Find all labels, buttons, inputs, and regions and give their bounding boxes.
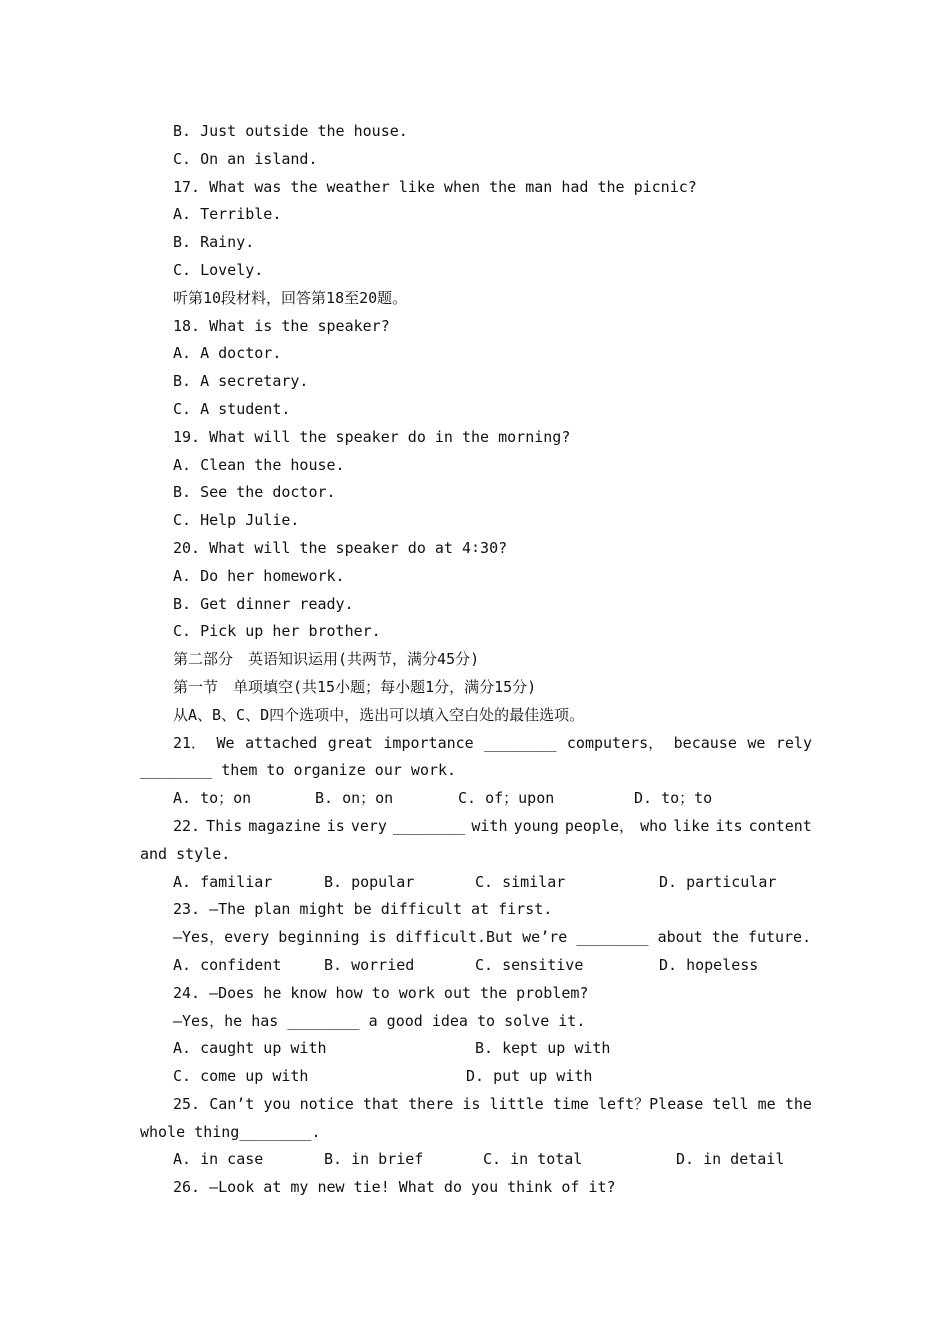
option-line: A. Clean the house. — [173, 455, 345, 474]
option-line: B. Just outside the house. — [173, 122, 408, 140]
word: you — [263, 1094, 291, 1113]
word: 25. — [173, 1094, 201, 1113]
word: little — [489, 1094, 544, 1113]
word: very — [350, 816, 387, 835]
question-22-options — [140, 869, 812, 897]
question-20: 20. What will the speaker do at 4∶30? — [173, 538, 508, 557]
word: like — [673, 816, 710, 835]
question-25-line-2: whole thing________. — [140, 1122, 321, 1141]
question-19: 19. What will the speaker do in the morning? — [173, 427, 571, 446]
option-line: A. Terrible. — [173, 205, 282, 224]
word: great — [327, 733, 373, 752]
option-d: D. in detail — [676, 1150, 785, 1169]
option-line: A. Do her homework. — [173, 566, 345, 585]
word: who — [640, 816, 668, 835]
option-d: D. particular — [659, 872, 777, 891]
word: with — [471, 816, 508, 835]
word: people， — [564, 816, 634, 835]
word: the — [784, 1094, 812, 1113]
word: young — [513, 816, 559, 835]
word: is — [462, 1094, 481, 1113]
option-b: B. popular — [324, 872, 415, 891]
option-a: A. caught up with — [173, 1039, 327, 1058]
option-d: D. hopeless — [659, 955, 759, 974]
word: importance — [383, 733, 474, 752]
option-line: C. Pick up her brother. — [173, 622, 381, 641]
word: magazine — [248, 816, 321, 835]
word: content — [748, 816, 812, 835]
word: me — [757, 1094, 776, 1113]
part-heading: 第二部分 英语知识运用(共两节，满分45分) — [173, 650, 480, 669]
question-24-line-1: 24. —Does he know how to work out the problem? — [173, 983, 589, 1002]
question-21-line-1 — [140, 730, 812, 758]
option-line: C. Help Julie. — [173, 511, 300, 530]
word: attached — [245, 733, 318, 752]
page-content — [140, 118, 812, 1202]
word: We — [216, 733, 235, 752]
word: Can’t — [209, 1094, 255, 1113]
option-line: A. A doctor. — [173, 344, 282, 363]
word: left？Please — [598, 1094, 704, 1113]
option-a: A. to；on — [173, 789, 252, 808]
word: rely — [775, 733, 812, 752]
option-a: A. familiar — [173, 872, 273, 891]
option-c: C. of；upon — [458, 789, 555, 808]
word: computers， — [566, 733, 664, 752]
option-d: D. put up with — [466, 1067, 593, 1086]
option-a: A. confident — [173, 955, 282, 974]
option-line: B. A secretary. — [173, 372, 309, 391]
section-instruction: 从A、B、C、D四个选项中，选出可以填入空白处的最佳选项。 — [173, 705, 585, 724]
question-24-options-row-1 — [140, 1035, 812, 1063]
option-a: A. in case — [173, 1150, 264, 1169]
question-25-line-1 — [140, 1091, 812, 1119]
option-line: B. See the doctor. — [173, 483, 336, 502]
option-line: B. Get dinner ready. — [173, 594, 354, 613]
word: time — [552, 1094, 589, 1113]
option-b: B. in brief — [324, 1150, 424, 1169]
question-23-options — [140, 952, 812, 980]
option-line: C. A student. — [173, 399, 291, 418]
section-heading: 第一节 单项填空(共15小题；每小题1分，满分15分) — [173, 677, 537, 696]
option-c: C. in total — [483, 1150, 583, 1169]
option-line: C. Lovely. — [173, 260, 264, 279]
option-c: C. similar — [475, 872, 566, 891]
question-24-options-row-2 — [140, 1063, 812, 1091]
blank: ________ — [393, 816, 466, 835]
word: 21． — [173, 733, 207, 752]
question-21-options — [140, 785, 812, 813]
word: we — [747, 733, 766, 752]
word: because — [673, 733, 737, 752]
word: that — [362, 1094, 400, 1113]
question-24-line-2: —Yes，he has ________ a good idea to solve it. — [173, 1011, 586, 1030]
question-22-line-2: and style. — [140, 844, 231, 863]
option-line: C. On an island. — [173, 149, 318, 168]
option-b: B. worried — [324, 955, 415, 974]
question-23-line-1: 23. —The plan might be difficult at first. — [173, 900, 553, 919]
question-21-line-2: ________ them to organize our work. — [140, 761, 457, 780]
option-c: C. come up with — [173, 1067, 309, 1086]
word: there — [408, 1094, 454, 1113]
option-d: D. to；to — [634, 789, 713, 808]
question-23-line-2: —Yes，every beginning is difficult.But we’re ________ about the future. — [173, 928, 812, 947]
question-17: 17. What was the weather like when the man had the picnic? — [173, 177, 697, 196]
question-25-options — [140, 1146, 812, 1174]
word: notice — [299, 1094, 354, 1113]
section-instruction: 听第10段材料，回答第18至20题。 — [173, 288, 408, 307]
option-b: B. on；on — [315, 789, 394, 808]
option-b: B. kept up with — [475, 1039, 611, 1058]
word: its — [715, 816, 743, 835]
question-18: 18. What is the speaker? — [173, 316, 390, 335]
word: 22. — [173, 816, 201, 835]
word: is — [326, 816, 345, 835]
question-22-line-1 — [140, 813, 812, 841]
word: This — [206, 816, 243, 835]
blank: ________ — [484, 733, 557, 752]
option-c: C. sensitive — [475, 955, 584, 974]
option-line: B. Rainy. — [173, 233, 255, 252]
question-26-line-1: 26. —Look at my new tie! What do you think of it? — [173, 1178, 616, 1197]
word: tell — [712, 1094, 749, 1113]
